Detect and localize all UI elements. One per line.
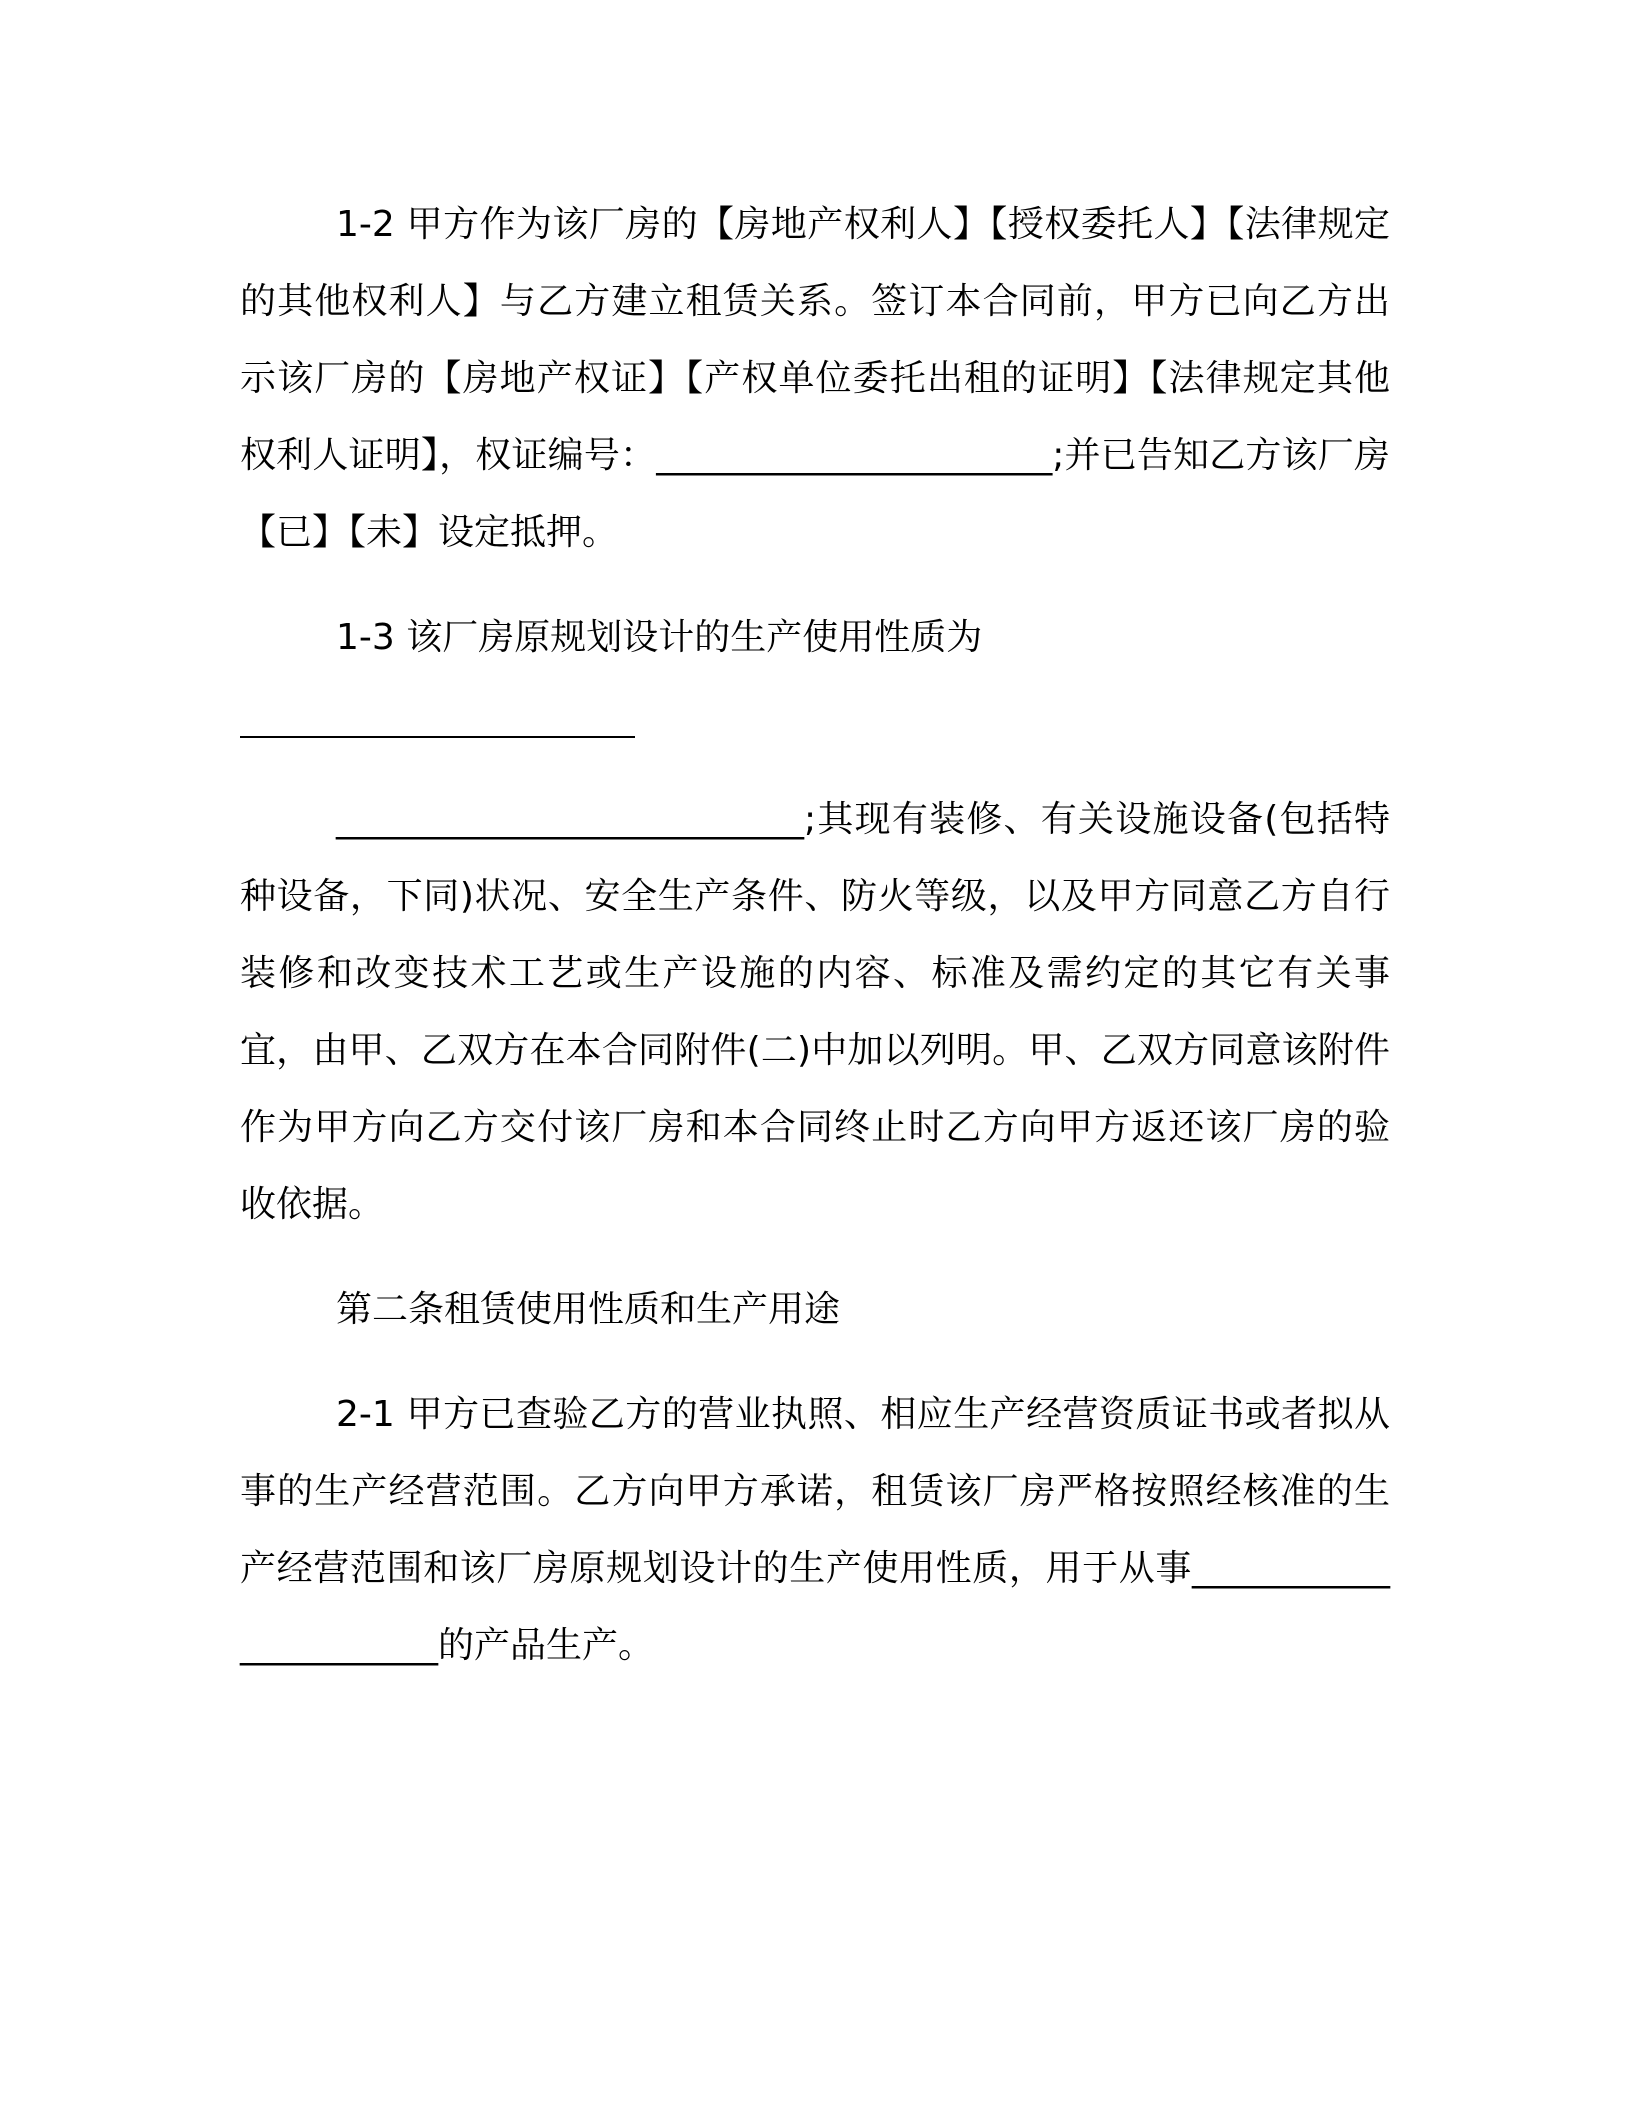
- clause-1-2: 1-2 甲方作为该厂房的【房地产权利人】【授权委托人】【法律规定的其他权利人】与乙方建立租赁关系。签订本合同前，甲方已向乙方出示该厂房的【房地产权证】【产权单位委托出租的证明】【法律规定其他权利人证明】，权证编号：______________________;并已告知乙方该厂房【已】【未】设定抵押。: [240, 204, 1390, 553]
- underline-rule: [240, 736, 635, 738]
- fill-in-blank-line: [240, 676, 1390, 753]
- clause-1-3: 1-3 该厂房原规划设计的生产使用性质为: [336, 617, 983, 658]
- document-page: [240, 186, 1390, 1684]
- article-2-heading: 第二条租赁使用性质和生产用途: [336, 1289, 841, 1330]
- clause-2-1: 2-1 甲方已查验乙方的营业执照、相应生产经营资质证书或者拟从事的生产经营范围。乙方向甲方承诺，租赁该厂房严格按照经核准的生产经营范围和该厂房原规划设计的生产使用性质，用于从事______________________的产品生产。: [240, 1394, 1390, 1666]
- clause-1-3-continuation: __________________________;其现有装修、有关设施设备(包括特种设备，下同)状况、安全生产条件、防火等级，以及甲方同意乙方自行装修和改变技术工艺或生产设施的内容、标准及需约定的其它有关事宜，由甲、乙双方在本合同附件(二)中加以列明。甲、乙双方同意该附件作为甲方向乙方交付该厂房和本合同终止时乙方向甲方返还该厂房的验收依据。: [240, 799, 1390, 1225]
